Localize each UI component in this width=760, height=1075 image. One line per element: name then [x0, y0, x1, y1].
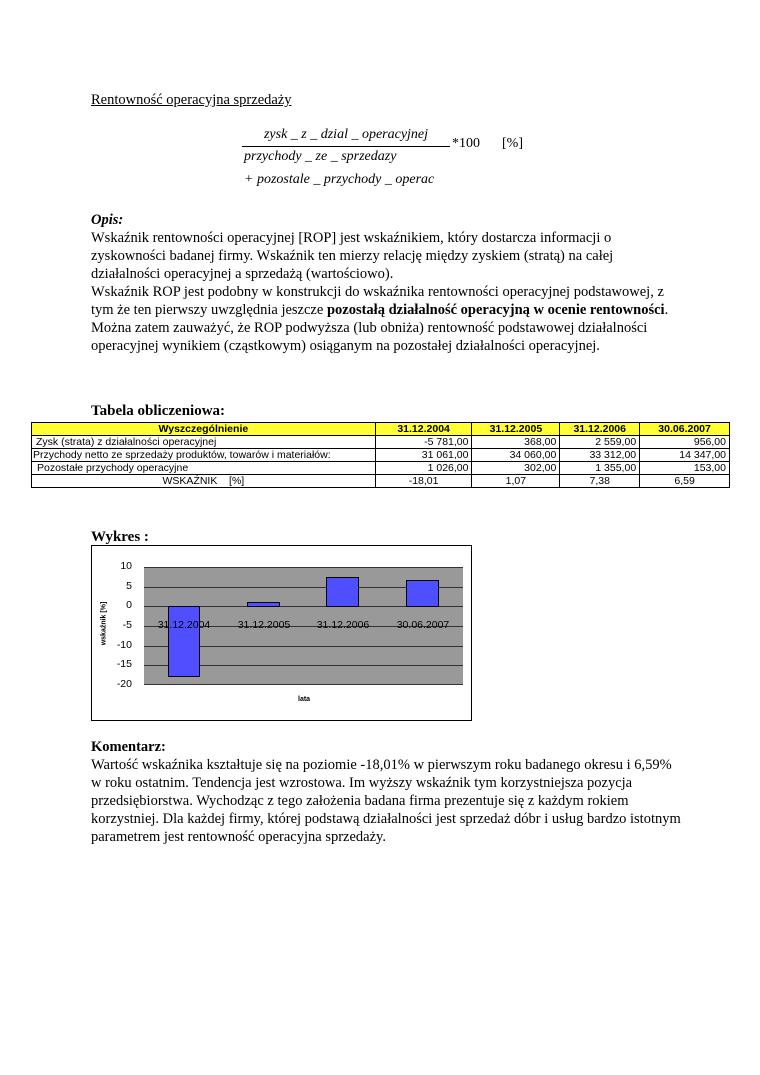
- y-tick: 10: [120, 560, 132, 572]
- row-label: Zysk (strata) z działalności operacyjnej: [32, 436, 376, 449]
- komentarz-section: [91, 738, 681, 846]
- table-row: [32, 449, 730, 462]
- cell: 368,00: [472, 436, 560, 449]
- y-tick: 5: [126, 580, 132, 592]
- header-cell: 31.12.2004: [375, 423, 472, 436]
- cell: 956,00: [640, 436, 730, 449]
- header-cell: Wyszczególnienie: [32, 423, 376, 436]
- y-axis-title: wskaźnik [%]: [100, 601, 108, 646]
- bar-31-12-2006: [326, 577, 359, 607]
- cell: 1,07: [472, 475, 560, 488]
- x-tick-label: 31.12.2004: [157, 619, 211, 631]
- header-cell: 30.06.2007: [640, 423, 730, 436]
- opis-paragraph-1: Wskaźnik rentowności operacyjnej [ROP] jest wskaźnikiem, który dostarcza informacji o zyskowności badanej firmy. Wskaźnik ten mierzy relację między zyskiem (stratą) na całej działalności operacyjnej a sprzedażą (wartościowo).: [91, 230, 614, 282]
- komentarz-text: Wartość wskaźnika kształtuje się na poziomie -18,01% w pierwszym roku badanego okresu i 6,59% w roku ostatnim. Tendencja jest wzrostowa. Im wyższy wskaźnik tym korzystniejsza pozycja przedsiębiorstwa. Wychodząc z tego założenia badana firma prezentuje się z każdym rokiem korzystniej. Dla każdej firmy, której podstawą działalności jest sprzedaż dóbr i usług bardzo istotnym parametrem jest rentowność operacyjna sprzedaży.: [91, 757, 681, 845]
- cell: 7,38: [560, 475, 640, 488]
- opis-paragraph-2: [91, 283, 681, 355]
- formula-multiplier: *100: [452, 136, 480, 151]
- opis-p2-start: Wskaźnik ROP jest podobny w konstrukcji do wskaźnika rentowności operacyjnej podstawowej, z tym że ten pierwszy uwzględnia jeszcze: [91, 284, 664, 318]
- cell: 302,00: [472, 462, 560, 475]
- formula-denominator-line1: przychody _ ze _ sprzedazy: [244, 149, 397, 164]
- row-label: WSKAŹNIK [%]: [32, 475, 376, 488]
- cell: 1 355,00: [560, 462, 640, 475]
- komentarz-heading: Komentarz:: [91, 739, 166, 755]
- bar-31-12-2004: [168, 606, 200, 677]
- x-tick-label: 30.06.2007: [396, 619, 450, 631]
- y-tick: -15: [116, 658, 132, 670]
- opis-p2-bold: pozostałą działalność operacyjną w ocenie rentowności: [326, 302, 665, 318]
- x-tick-label: 31.12.2006: [316, 619, 370, 631]
- cell: 6,59: [640, 475, 730, 488]
- y-tick: -20: [116, 678, 132, 690]
- section-heading: Rentowność operacyjna sprzedaży: [91, 92, 292, 108]
- gridline: [144, 567, 463, 568]
- formula-numerator: zysk _ z _ dzial _ operacyjnej: [263, 127, 429, 142]
- cell: 31 061,00: [375, 449, 472, 462]
- table-row: [32, 436, 730, 449]
- opis-p2-end: . Można zatem zauważyć, że ROP podwyższa (lub obniża) rentowność podstawowej działalności operacyjnej wynikiem (cząstkowym) osiąganym na pozostałej działalności operacyjnej.: [91, 302, 669, 354]
- gridline: [144, 684, 463, 685]
- chart-section-title: Wykres :: [91, 529, 149, 545]
- calculation-table: [31, 422, 730, 488]
- opis-section: [91, 211, 681, 355]
- cell: -18,01: [375, 475, 472, 488]
- cell: 14 347,00: [640, 449, 730, 462]
- row-label: Pozostałe przychody operacyjne: [32, 462, 376, 475]
- row-label: Przychody netto ze sprzedaży produktów, towarów i materiałów:: [32, 449, 376, 462]
- table-row: [32, 462, 730, 475]
- x-axis-title: lata: [298, 696, 311, 703]
- formula-unit: [%]: [502, 136, 523, 151]
- cell: 153,00: [640, 462, 730, 475]
- table-title: Tabela obliczeniowa:: [91, 403, 226, 419]
- bar-chart: [91, 545, 472, 721]
- plot-area: [144, 567, 463, 685]
- cell: 2 559,00: [560, 436, 640, 449]
- y-tick: -10: [116, 639, 132, 651]
- table-row-indicator: [32, 475, 730, 488]
- cell: 33 312,00: [560, 449, 640, 462]
- cell: -5 781,00: [375, 436, 472, 449]
- y-tick: 0: [126, 599, 132, 611]
- x-tick-label: 31.12.2005: [237, 619, 291, 631]
- y-tick: -5: [122, 619, 132, 631]
- header-cell: 31.12.2006: [560, 423, 640, 436]
- cell: 1 026,00: [375, 462, 472, 475]
- header-cell: 31.12.2005: [472, 423, 560, 436]
- bar-30-06-2007: [406, 580, 439, 607]
- bar-31-12-2005: [247, 602, 280, 607]
- fraction-bar: [242, 146, 450, 147]
- opis-heading: Opis:: [91, 212, 124, 228]
- formula-denominator-line2: + pozostale _ przychody _ operac: [244, 172, 435, 187]
- table-header-row: [32, 423, 730, 436]
- cell: 34 060,00: [472, 449, 560, 462]
